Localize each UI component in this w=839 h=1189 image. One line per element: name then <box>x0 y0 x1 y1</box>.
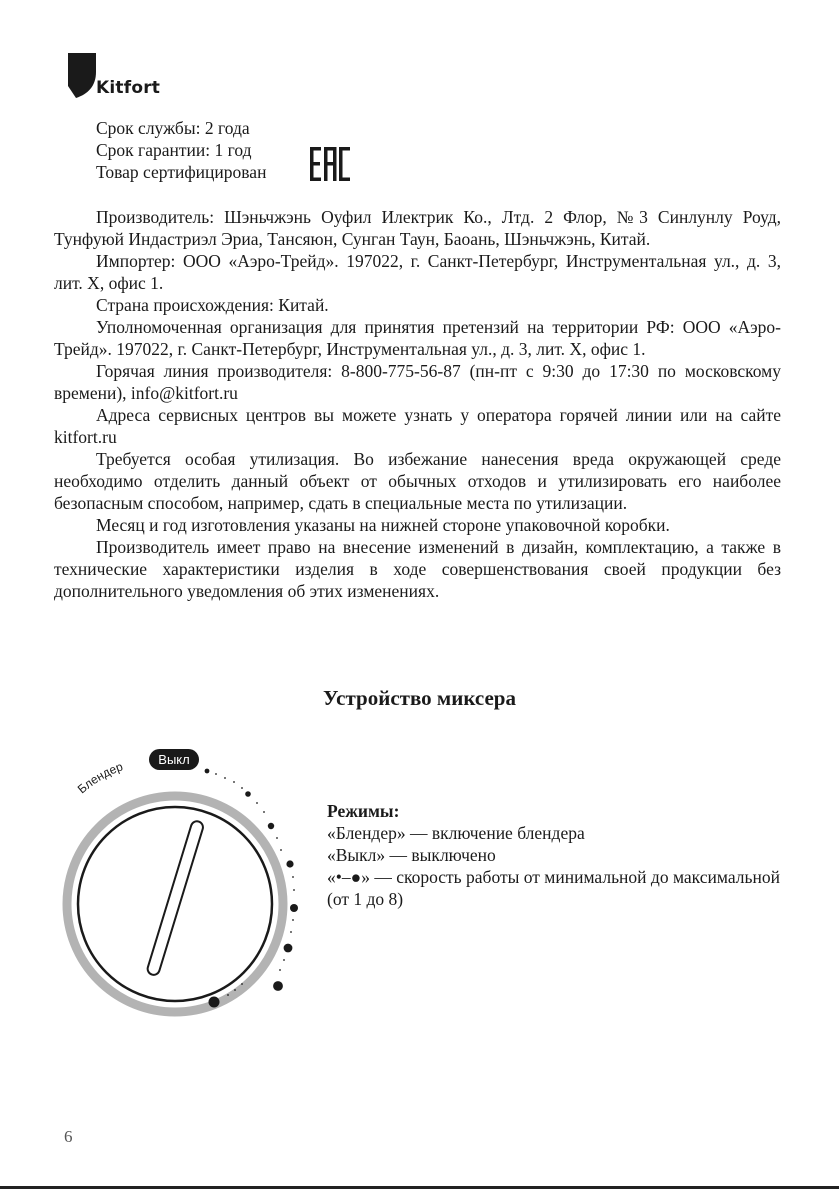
modes-description <box>327 800 781 910</box>
importer-paragraph: Импортер: ООО «Аэро-Трейд». 197022, г. Санкт-Петербург, Инструментальная ул., д. 3, лит. Х, офис 1. <box>54 251 781 293</box>
changes-paragraph: Производитель имеет право на внесение изменений в дизайн, комплектацию, а также в технические характеристики изделия в ходе совершенствования своей продукции без дополнительного уведомления об этих изменениях. <box>54 537 781 601</box>
disposal-paragraph: Требуется особая утилизация. Во избежание нанесения вреда окружающей среде необходимо отделить данный объект от обычных отходов и утилизировать его наиболее безопасным способом, например, сдать в специальные места по утилизации. <box>54 449 781 513</box>
speed-dot-2 <box>245 791 251 797</box>
small-dot <box>215 773 217 775</box>
off-badge <box>149 749 199 770</box>
small-dot <box>263 811 265 813</box>
small-dot <box>234 989 236 991</box>
origin-paragraph: Страна происхождения: Китай. <box>96 295 329 315</box>
small-dot <box>227 994 229 996</box>
small-dot <box>241 787 243 789</box>
manufacture-date-paragraph: Месяц и год изготовления указаны на нижней стороне упаковочной коробки. <box>96 515 670 535</box>
small-dot <box>292 876 294 878</box>
service-centers-paragraph: Адреса сервисных центров вы можете узнать у оператора горячей линии или на сайте kitfort.ru <box>54 405 781 447</box>
service-life: Срок службы: 2 года <box>96 118 250 138</box>
speed-dot-8 <box>209 997 220 1008</box>
mode-off: «Выкл» — выключено <box>327 845 496 865</box>
speed-dot-6 <box>284 944 293 953</box>
small-dot <box>292 919 294 921</box>
small-dot <box>283 959 285 961</box>
page-number: 6 <box>64 1127 73 1146</box>
small-dot <box>290 931 292 933</box>
mode-speed: «•–●» — скорость работы от минимальной до максимальной (от 1 до 8) <box>327 867 780 909</box>
eac-mark-icon <box>308 146 352 182</box>
small-dot <box>293 889 295 891</box>
hotline-paragraph: Горячая линия производителя: 8-800-775-56-87 (пн-пт с 9:30 до 17:30 по московскому времени), info@kitfort.ru <box>54 361 781 403</box>
small-dot <box>241 983 243 985</box>
speed-dot-5 <box>290 904 298 912</box>
modes-title: Режимы: <box>327 801 400 821</box>
certification-block <box>96 117 266 183</box>
speed-dot-7 <box>273 981 283 991</box>
dial-label-off: Выкл <box>158 752 190 767</box>
speed-dot-3 <box>268 823 274 829</box>
authorized-org-paragraph: Уполномоченная организация для принятия претензий на территории РФ: ООО «Аэро-Трейд». 197022, г. Санкт-Петербург, Инструментальная ул., д. 3, лит. Х, офис 1. <box>54 317 781 359</box>
small-dot <box>280 849 282 851</box>
manufacturer-paragraph: Производитель: Шэньчжэнь Оуфил Илектрик Ко., Лтд. 2 Флор, №3 Синлунлу Роуд, Тунфуюй Индастриэл Эриа, Тансяюн, Сунган Таун, Баоань, Шэньчжэнь, Китай. <box>54 207 781 249</box>
speed-dot-4 <box>286 860 293 867</box>
small-dot <box>224 777 226 779</box>
small-dot <box>256 802 258 804</box>
dial-label-blender: Блендер <box>74 759 125 797</box>
section-title: Устройство миксера <box>323 686 516 710</box>
small-dot <box>233 781 235 783</box>
mixer-dial-diagram <box>60 742 320 1022</box>
brand-name: Kitfort <box>96 78 161 98</box>
small-dot <box>276 837 278 839</box>
certified-note: Товар сертифицирован <box>96 162 267 182</box>
mode-blender: «Блендер» — включение блендера <box>327 823 585 843</box>
manufacturer-info <box>54 206 781 602</box>
warranty-period: Срок гарантии: 1 год <box>96 140 252 160</box>
speed-dot-1 <box>205 769 210 774</box>
small-dot <box>279 969 281 971</box>
